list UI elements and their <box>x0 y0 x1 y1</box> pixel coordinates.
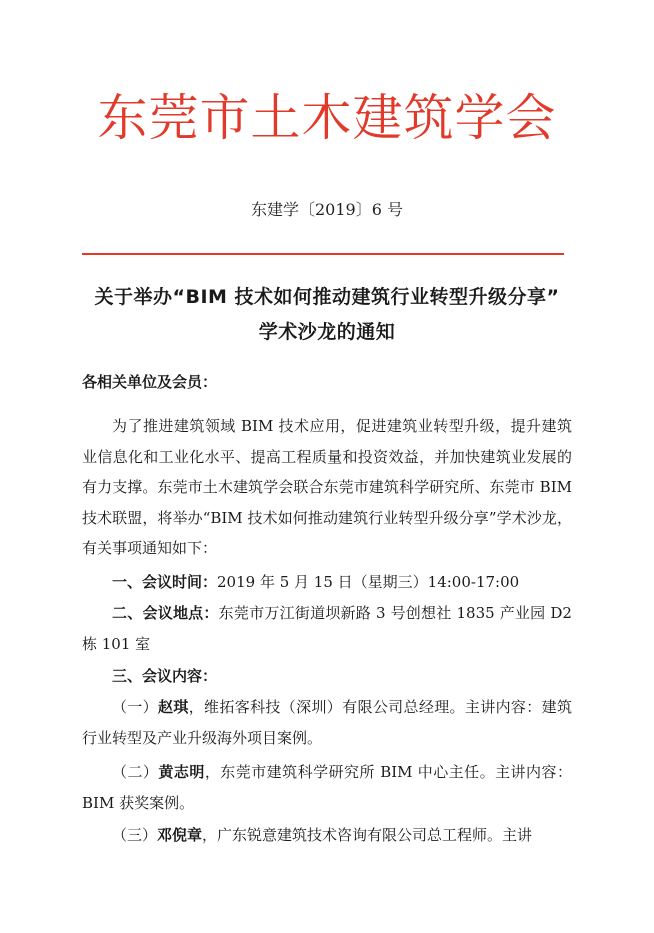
notice-title-line-2: 学术沙龙的通知 <box>258 321 396 343</box>
meeting-place-label: 二、会议地点： <box>112 604 219 622</box>
speaker-description: ，维拓客科技（深圳）有限公司总经理。主讲内容：建筑行业转型及产业升级海外项目案例。 <box>82 698 572 747</box>
speaker-name: 邓倪章 <box>157 826 203 844</box>
meeting-place <box>82 598 572 659</box>
meeting-content-heading <box>82 661 572 692</box>
speaker-index: （三） <box>112 826 158 844</box>
organization-name: 东莞市土木建筑学会 <box>97 89 557 147</box>
meeting-time-label: 一、会议时间： <box>112 573 218 591</box>
document-number: 东建学〔2019〕6 号 <box>251 200 403 219</box>
meeting-time <box>82 567 572 598</box>
meeting-place-value: 东莞市万江街道坝新路 3 号创想社 1835 产业园 D2 栋 101 室 <box>82 604 572 653</box>
speaker-name: 赵琪 <box>158 698 189 716</box>
speaker-description: ，广东锐意建筑技术咨询有限公司总工程师。主讲 <box>202 826 533 844</box>
meeting-content-label: 三、会议内容： <box>112 667 218 685</box>
intro-paragraph: 为了推进建筑领域 BIM 技术应用，促进建筑业转型升级，提升建筑业信息化和工业化水平、提高工程质量和投资效益，并加快建筑业发展的有力支撑。东莞市土木建筑学会联合东莞市建筑科学研究所、东莞市 BIM 技术联盟，将举办“BIM 技术如何推动建筑行业转型升级分享”学术沙龙，有关事项通知如下： <box>82 417 572 557</box>
salutation: 各相关单位及会员： <box>82 373 218 391</box>
notice-title-line-1: 关于举办“BIM 技术如何推动建筑行业转型升级分享” <box>94 286 560 308</box>
speaker-description: ，东莞市建筑科学研究所 BIM 中心主任。主讲内容：BIM 获奖案例。 <box>82 763 572 812</box>
speaker-index: （一） <box>112 698 159 716</box>
speaker-item <box>82 757 572 818</box>
red-divider-line <box>82 253 564 255</box>
speaker-name: 黄志明 <box>158 763 205 781</box>
meeting-time-value: 2019 年 5 月 15 日（星期三）14:00-17:00 <box>217 573 520 591</box>
speaker-item <box>82 820 572 851</box>
speaker-index: （二） <box>112 763 159 781</box>
speaker-item <box>82 692 572 753</box>
